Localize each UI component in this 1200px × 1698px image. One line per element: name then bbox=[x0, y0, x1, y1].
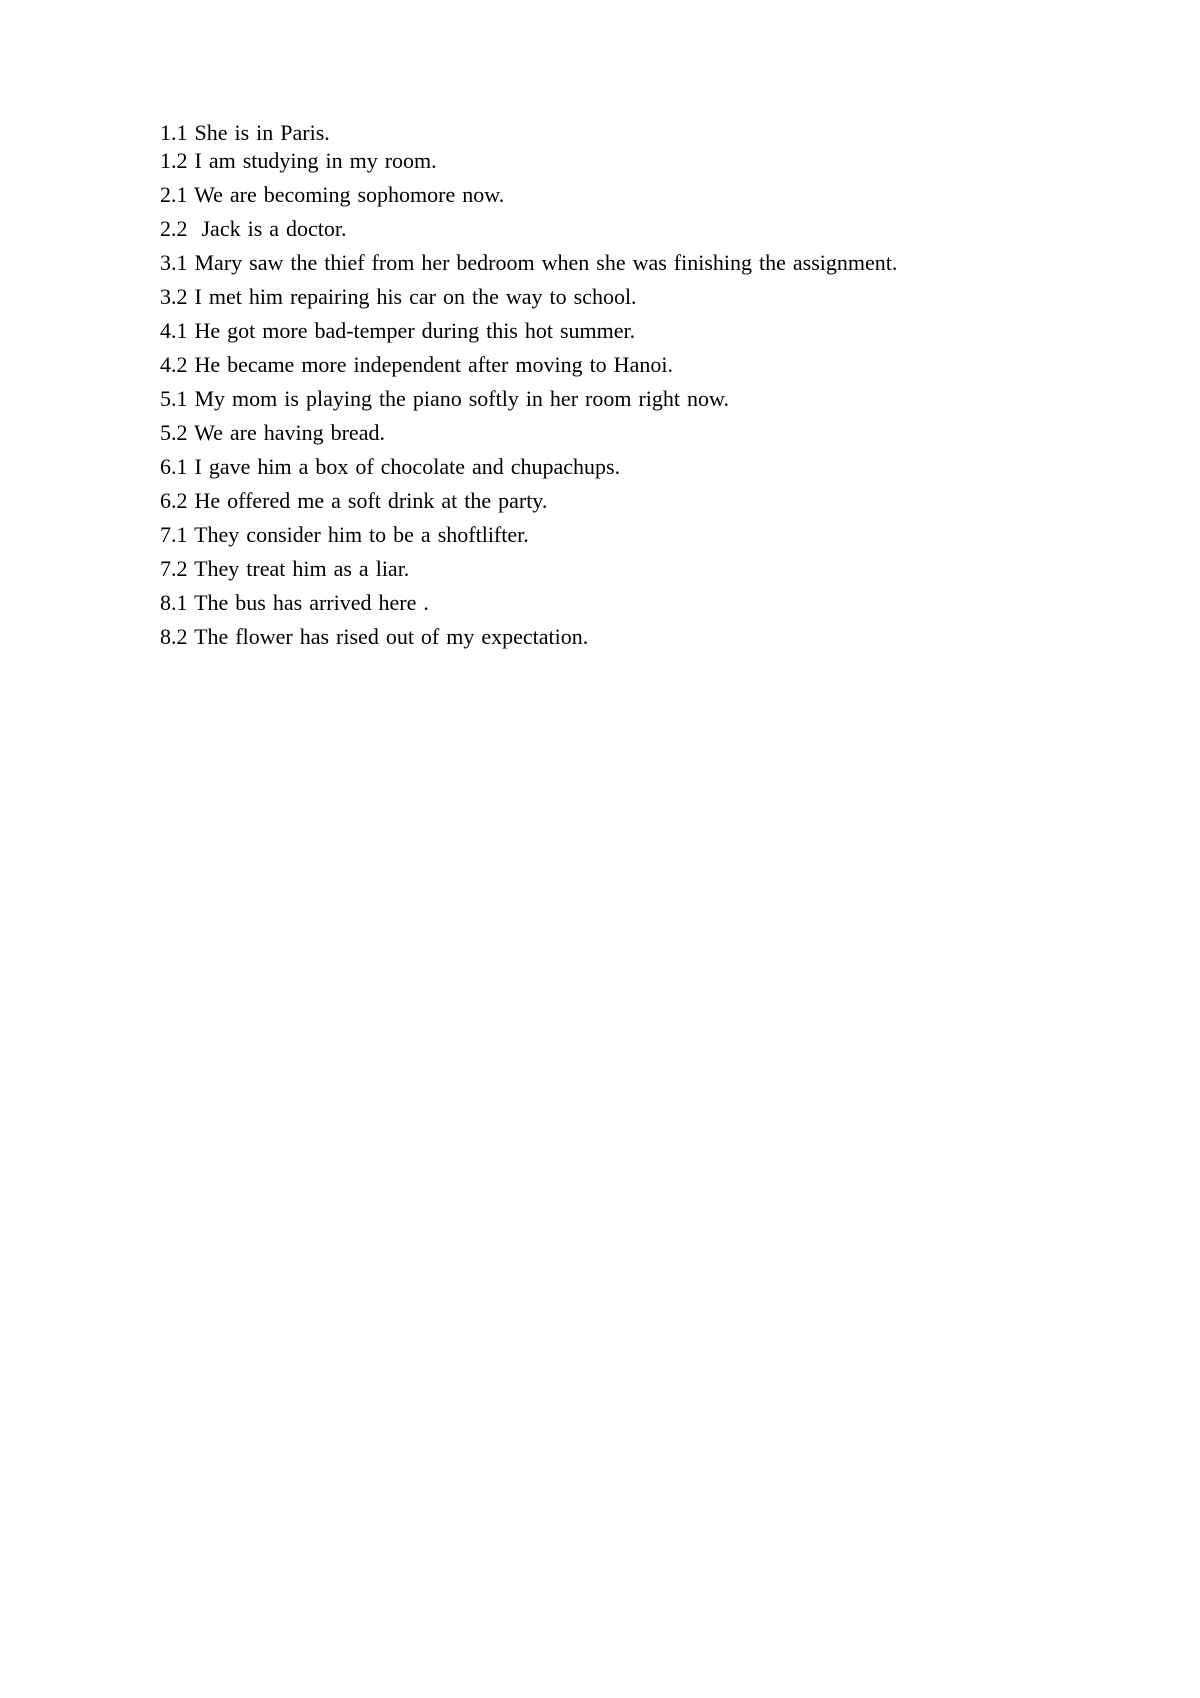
sentence-line-4-2: 4.2 He became more independent after moving to Hanoi. bbox=[160, 352, 673, 377]
sentence-line-2-1: 2.1 We are becoming sophomore now. bbox=[160, 182, 505, 207]
sentence-line-4-1: 4.1 He got more bad-temper during this hot summer. bbox=[160, 318, 636, 343]
sentence-line-1-2: 1.2 I am studying in my room. bbox=[160, 148, 437, 173]
sentence-line-5-1: 5.1 My mom is playing the piano softly in her room right now. bbox=[160, 386, 729, 411]
sentence-line-8-2: 8.2 The flower has rised out of my expectation. bbox=[160, 624, 589, 649]
sentence-line-1-1: 1.1 She is in Paris. bbox=[160, 120, 330, 145]
sentence-line-5-2: 5.2 We are having bread. bbox=[160, 420, 385, 445]
sentence-line-6-2: 6.2 He offered me a soft drink at the party. bbox=[160, 488, 548, 513]
sentence-line-7-1: 7.1 They consider him to be a shoftlifter. bbox=[160, 522, 529, 547]
sentence-line-2-2: 2.2 Jack is a doctor. bbox=[160, 216, 347, 241]
sentence-line-3-2: 3.2 I met him repairing his car on the way to school. bbox=[160, 284, 637, 309]
sentence-line-3-1: 3.1 Mary saw the thief from her bedroom when she was finishing the assignment. bbox=[160, 250, 898, 275]
sentence-line-6-1: 6.1 I gave him a box of chocolate and chupachups. bbox=[160, 454, 621, 479]
sentence-line-7-2: 7.2 They treat him as a liar. bbox=[160, 556, 410, 581]
sentence-line-8-1: 8.1 The bus has arrived here . bbox=[160, 590, 429, 615]
sentence-list bbox=[160, 119, 1080, 657]
